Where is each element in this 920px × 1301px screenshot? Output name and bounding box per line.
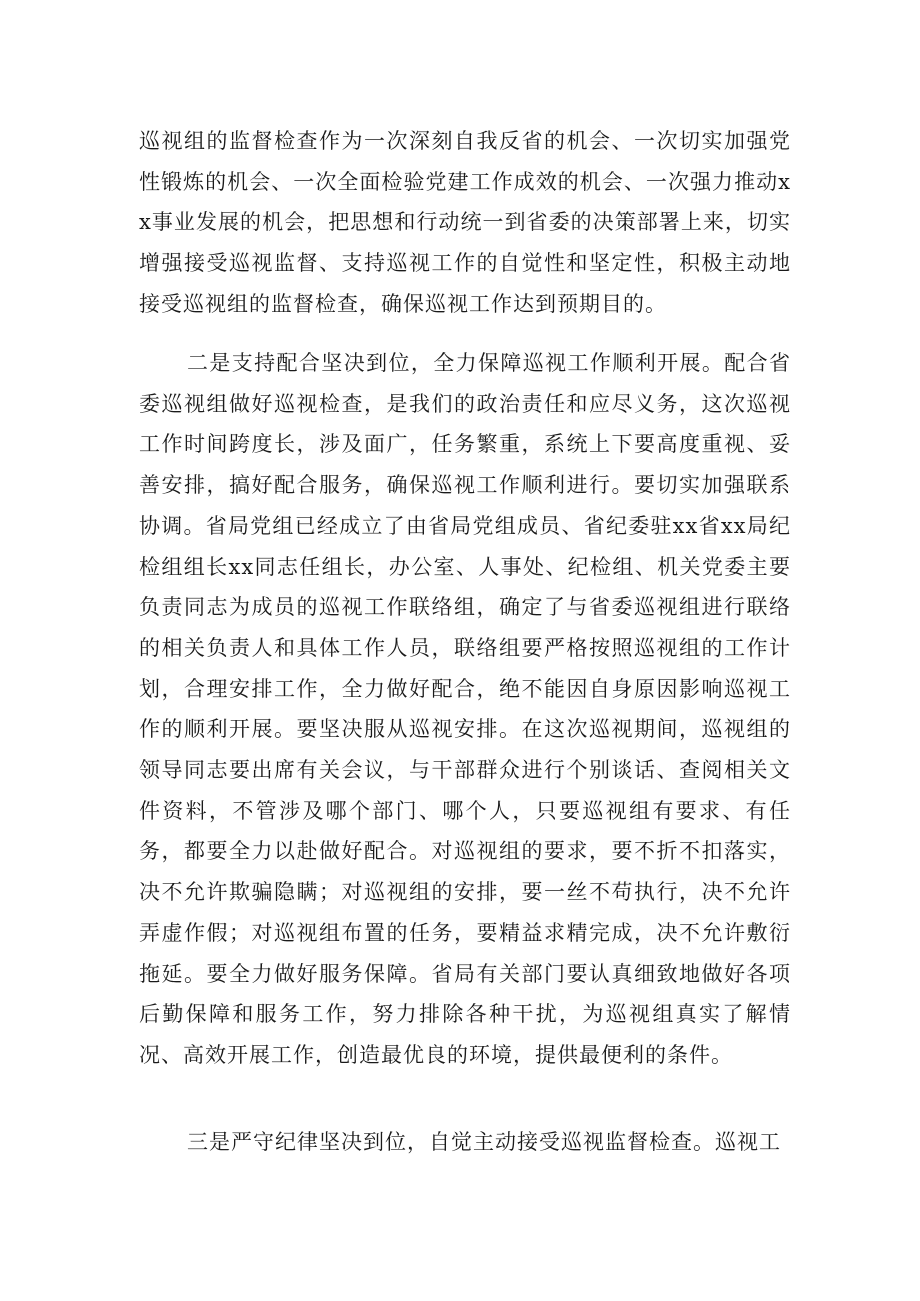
body-text-block-3 [139, 1122, 791, 1163]
paragraph-section-three: 三是严守纪律坚决到位，自觉主动接受巡视监督检查。巡视工 [187, 1130, 781, 1154]
body-text-block-2 [139, 343, 791, 1076]
paragraph-continuation: 巡视组的监督检查作为一次深刻自我反省的机会、一次切实加强党性锻炼的机会、一次全面检验党建工作成效的机会、一次强力推动xx事业发展的机会，把思想和行动统一到省委的决策部署上来，切实增强接受巡视监督、支持巡视工作的自觉性和坚定性，积极主动地接受巡视组的监督检查，确保巡视工作达到预期目的。 [139, 129, 791, 316]
body-text-block-1 [139, 121, 791, 325]
paragraph-section-two: 二是支持配合坚决到位，全力保障巡视工作顺利开展。配合省委巡视组做好巡视检查，是我们的政治责任和应尽义务，这次巡视工作时间跨度长，涉及面广，任务繁重，系统上下要高度重视、妥善安排，搞好配合服务，确保巡视工作顺利进行。要切实加强联系协调。省局党组已经成立了由省局党组成员、省纪委驻xx省xx局纪检组组长xx同志任组长，办公室、人事处、纪检组、机关党委主要负责同志为成员的巡视工作联络组，确定了与省委巡视组进行联络的相关负责人和具体工作人员，联络组要严格按照巡视组的工作计划，合理安排工作，全力做好配合，绝不能因自身原因影响巡视工作的顺利开展。要坚决服从巡视安排。在这次巡视期间，巡视组的领导同志要出席有关会议，与干部群众进行个别谈话、查阅相关文件资料，不管涉及哪个部门、哪个人，只要巡视组有要求、有任务，都要全力以赴做好配合。对巡视组的要求，要不折不扣落实，决不允许欺骗隐瞒；对巡视组的安排，要一丝不苟执行，决不允许弄虚作假；对巡视组布置的任务，要精益求精完成，决不允许敷衍拖延。要全力做好服务保障。省局有关部门要认真细致地做好各项后勤保障和服务工作，努力排除各种干扰，为巡视组真实了解情况、高效开展工作，创造最优良的环境，提供最便利的条件。 [139, 351, 791, 1067]
